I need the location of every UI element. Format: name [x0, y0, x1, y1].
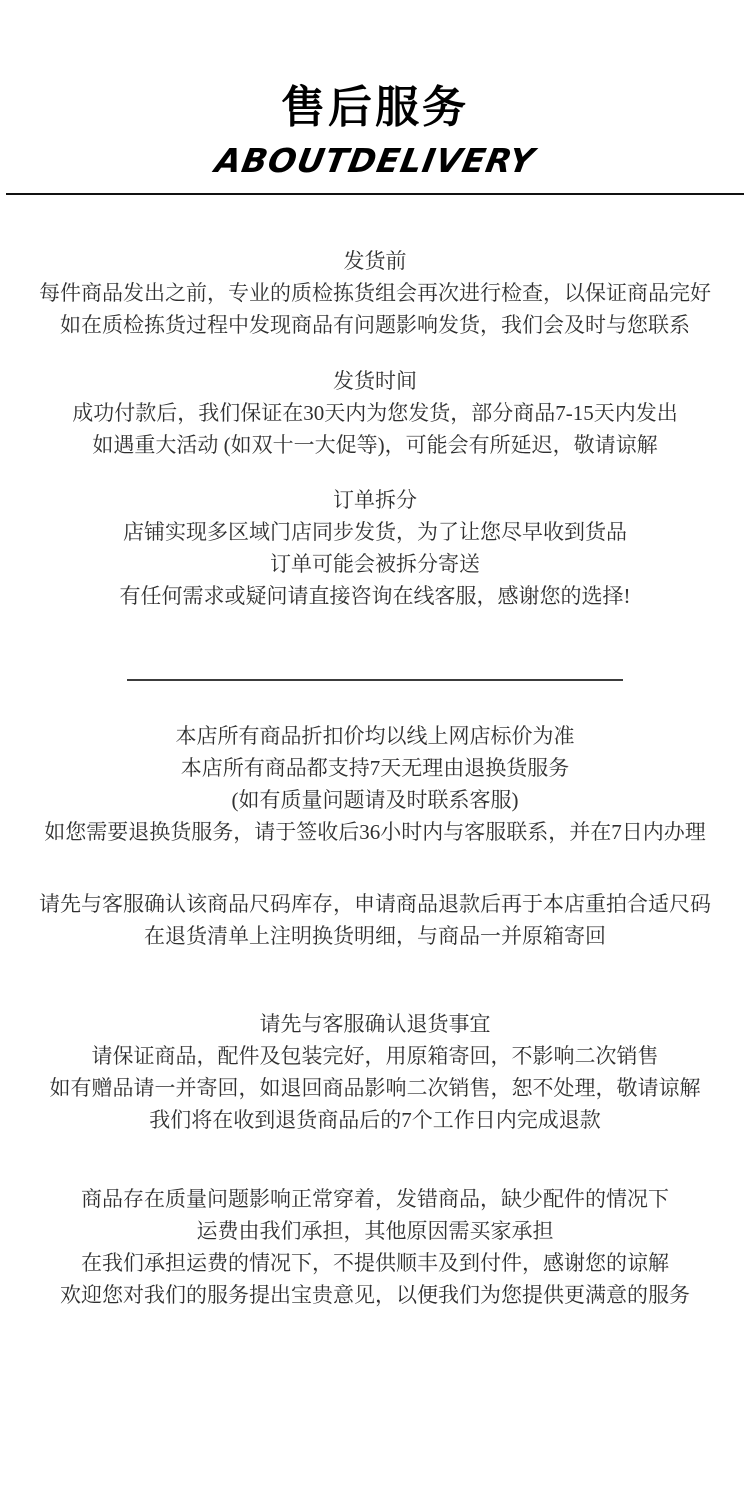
- text-line: 商品存在质量问题影响正常穿着，发错商品，缺少配件的情况下: [81, 1187, 669, 1211]
- text-line: (如有质量问题请及时联系客服): [231, 788, 519, 812]
- section-return-confirm: [0, 1008, 750, 1136]
- section-heading: 发货前: [343, 249, 407, 273]
- text-line: 店铺实现多区域门店同步发货，为了让您尽早收到货品: [123, 520, 627, 544]
- text-line: 请先与客服确认该商品尺码库存，申请商品退款后再于本店重拍合适尺码: [39, 892, 711, 916]
- text-line: 订单可能会被拆分寄送: [270, 552, 480, 576]
- text-line: 在退货清单上注明换货明细，与商品一并原箱寄回: [144, 924, 606, 948]
- section-heading: 订单拆分: [333, 488, 417, 512]
- page-header: [0, 84, 750, 183]
- text-line: 我们将在收到退货商品后的7个工作日内完成退款: [149, 1108, 601, 1132]
- text-line: 有任何需求或疑问请直接咨询在线客服，感谢您的选择!: [119, 584, 631, 608]
- page-title: 售后服务: [281, 83, 469, 132]
- text-line: 如遇重大活动 (如双十一大促等)，可能会有所延迟，敬请谅解: [92, 433, 658, 457]
- section-divider: [127, 679, 623, 681]
- text-line: 如您需要退换货服务，请于签收后36小时内与客服联系，并在7日内办理: [44, 820, 706, 844]
- text-line: 本店所有商品都支持7天无理由退换货服务: [180, 756, 570, 780]
- text-line: 运费由我们承担，其他原因需买家承担: [196, 1219, 554, 1243]
- bottom-whitespace: [0, 1311, 750, 1496]
- section-pre-shipment: [0, 245, 750, 341]
- section-return-policy: [0, 720, 750, 848]
- section-shipping-fee: [0, 1183, 750, 1311]
- text-line: 本店所有商品折扣价均以线上网店标价为准: [175, 724, 575, 748]
- section-shipping-time: [0, 365, 750, 461]
- text-line: 成功付款后，我们保证在30天内为您发货，部分商品7-15天内发出: [72, 401, 678, 425]
- section-order-split: [0, 484, 750, 612]
- section-heading: 发货时间: [333, 369, 417, 393]
- page-subtitle: ABOUTDELIVERY: [212, 141, 538, 180]
- text-line: 每件商品发出之前，专业的质检拣货组会再次进行检查，以保证商品完好: [39, 281, 711, 305]
- text-line: 在我们承担运费的情况下，不提供顺丰及到付件，感谢您的谅解: [81, 1251, 669, 1275]
- text-line: 请保证商品，配件及包装完好，用原箱寄回，不影响二次销售: [91, 1044, 659, 1068]
- section-exchange-steps: [0, 888, 750, 952]
- section-heading: 请先与客服确认退货事宜: [259, 1012, 491, 1036]
- text-line: 如有赠品请一并寄回，如退回商品影响二次销售，恕不处理，敬请谅解: [49, 1076, 701, 1100]
- text-line: 如在质检拣货过程中发现商品有问题影响发货，我们会及时与您联系: [60, 313, 690, 337]
- text-line: 欢迎您对我们的服务提出宝贵意见，以便我们为您提供更满意的服务: [60, 1283, 690, 1307]
- header-divider: [6, 193, 744, 195]
